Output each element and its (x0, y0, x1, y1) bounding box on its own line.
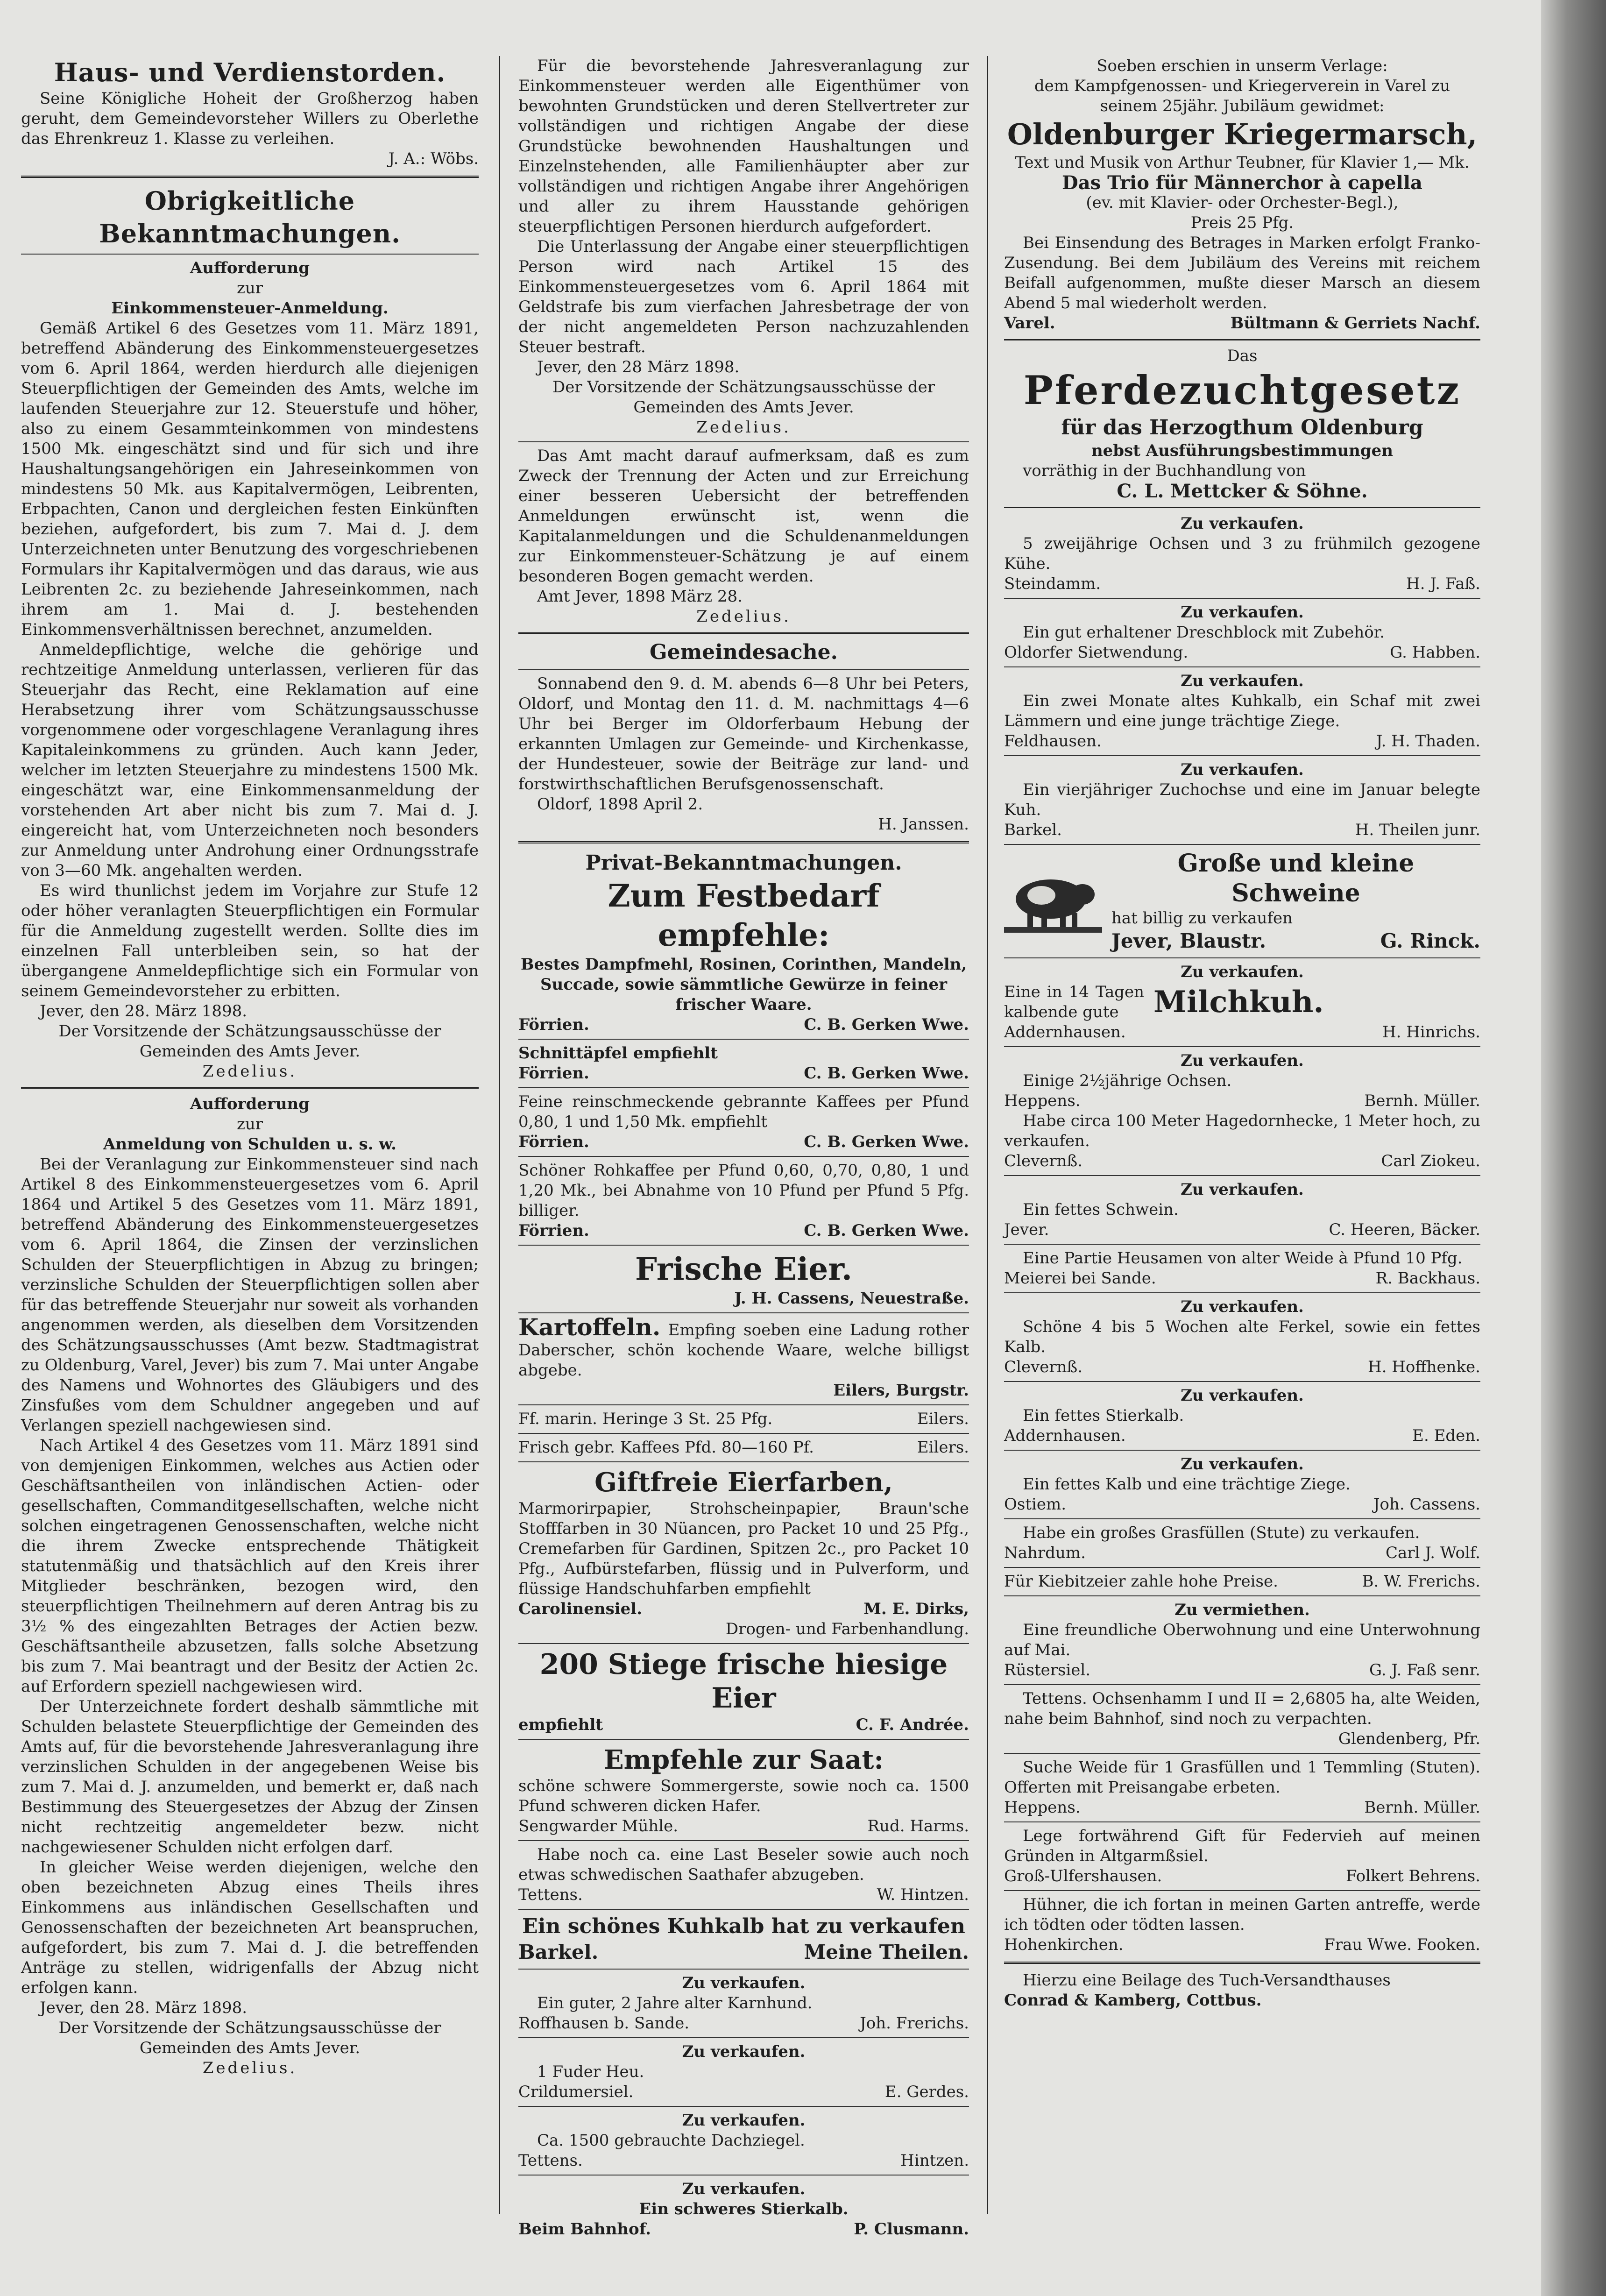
ad-merchant: Bernh. Müller. (1364, 1798, 1480, 1817)
ad-hafer-text: Habe noch ca. eine Last Beseler sowie auch noch etwas schwedischen Saathafer abzugeben. (518, 1845, 969, 1884)
notice2-para: In gleicher Weise werden diejenigen, welche den oben bezeichneten Abzug eines Theils ihres Einkommens aus inländischen Gesellschaften und Genossenschaften der bezeichneten Art beanspruchen, aufgefordert, bis zum 7. Mai d. J. die betreffenden Anträge zu stellen, widrigenfalls der Abzug nicht erfolgen kann. (21, 1858, 479, 1997)
ad-milchkuh-title: Milchkuh. (1153, 985, 1324, 1020)
ad-eierfarben-text: Marmorirpapier, Strohscheinpapier, Braun'sche Stofffarben in 30 Nüancen, pro Packet 10 und 25 Pfg., Cremefarben für Gardinen, Spitzen 2c., pro Packet 10 Pfg., Aufbürstefarben, flüssig und in Pulverform, und flüssige Handschuhfarben empfiehlt (518, 1499, 969, 1598)
ad-frisch-kaffee (518, 1438, 969, 1458)
ad-signature-row (1004, 1660, 1480, 1680)
divider (1004, 1567, 1480, 1568)
ad-place: Förrien. (518, 1221, 589, 1240)
divider (1004, 1381, 1480, 1382)
notice1-para: Es wird thunlichst jedem im Vorjahre zur Stufe 12 oder höher veranlagten Steuerpflichtigen ein Formular für die Anmeldung zugestellt werden. Sollte dies im einzelnen Fall unterbleiben sein, so hat der übergangene Anmeldepflichtige sich ein Formular von seinem Gemeindevorsteher zu erbitten. (21, 881, 479, 1000)
ad-place: Jever, Blaustr. (1111, 929, 1266, 952)
ad-text: Ein schweres Stierkalb. (639, 2200, 849, 2218)
ad-place: Clevernß. (1004, 1152, 1083, 1170)
ad-marsch-text: Text und Musik von Arthur Teubner, für Klavier 1,— Mk. (1015, 153, 1470, 172)
notice1-title: Aufforderung (190, 259, 310, 277)
divider (1004, 755, 1480, 756)
gemeinde-sig: H. Janssen. (878, 815, 969, 834)
ad-place: Barkel. (1004, 821, 1062, 839)
divider (518, 2106, 969, 2107)
divider (21, 254, 479, 255)
divider (1004, 957, 1480, 958)
ad-heading: Zu verkaufen. (1181, 963, 1304, 981)
notice1-para: Anmeldepflichtige, welche die gehörige und rechtzeitige Anmeldung unterlassen, verlieren für das Steuerjahr das Recht, eine Reklamation auf eine Herabsetzung ihrer vom Schätzungsausschusse vorgenommene oder vorgeschlagene Veranlagung ihres Kapitaleinkommens zu gründen. Auch kann Jeder, welcher im letzten Steuerjahre zu mindestens 1500 Mk. eingeschätzt war, eine Einkommensanmeldung der vorstehenden Art aber nicht bis zum 7. Mai d. J. eingereicht hat, vom Unterzeichneten noch besonders zur Anmeldung unter Androhung einer Ordnungsstrafe von 3—60 Mk. angehalten werden. (21, 640, 479, 880)
ad-signature-row (518, 2013, 969, 2034)
ad-place: Förrien. (518, 1064, 589, 1083)
ad-eier-sig: J. H. Cassens, Neuestraße. (734, 1289, 969, 1308)
divider (518, 1433, 969, 1434)
divider (1004, 1175, 1480, 1176)
ad-text: Ein fettes Stierkalb. (1023, 1406, 1184, 1425)
column-rule (499, 56, 500, 2214)
page-edge (1541, 0, 1606, 2296)
ad-heading: Zu verkaufen. (682, 2111, 806, 2130)
ad-kartoffeln-sig: Eilers, Burgstr. (833, 1381, 969, 1400)
notice2-para: Bei der Veranlagung zur Einkommensteuer sind nach Artikel 8 des Einkommensteuergesetzes vom 6. April 1864 und Artikel 5 des Gesetzes vom 11. März 1891, betreffend Abänderung des Einkommensteuergesetzes vom 6. April 1864, die Zinsen der verzinslichen Schulden der Steuerpflichtigen in Abzug zu bringen; verzinsliche Schulden der Steuerpflichtigen sollen aber für das betreffende Steuerjahr nur soweit als vorhanden angenommen werden, als dieselben dem Vorsitzenden des Schätzungsausschusses (Amt bezw. Stadtmagistrat zu Oldenburg, Varel, Jever) bis zum 7. Mai unter Angabe des Namens und Wohnortes des Gläubigers und des Zinsfußes vom dem Schuldner angegeben und auf Verlangen speziell nachgewiesen sind. (21, 1155, 479, 1435)
ad-place: Heppens. (1004, 1798, 1081, 1817)
ad-signature-row (1004, 1935, 1480, 1955)
ad-merchant: C. B. Gerken Wwe. (804, 1133, 969, 1151)
divider (518, 1404, 969, 1405)
heading-obrigkeitliche: Obrigkeitliche Bekanntmachungen. (99, 186, 401, 248)
divider (1004, 1684, 1480, 1685)
column-3 (1004, 56, 1480, 2214)
ad-place: Steindamm. (1004, 574, 1101, 593)
heading-gemeindesache: Gemeindesache. (650, 640, 838, 664)
ad-place: Förrien. (518, 1015, 589, 1034)
divider (518, 1643, 969, 1644)
ad-kartoffeln (518, 1313, 969, 1381)
ad-place: Meierei bei Sande. (1004, 1269, 1156, 1288)
divider (1004, 339, 1480, 340)
ad-kaffee2: Schöner Rohkaffee per Pfund 0,60, 0,70, 0,80, 1 und 1,20 Mk., bei Abnahme von 10 Pfund per Pfund 5 Pfg. billiger. (518, 1161, 969, 1220)
ad-pferde-text: vorräthig in der Buchhandlung von (1023, 461, 1306, 480)
pig-illustration-icon (1004, 866, 1102, 936)
ad-place: Barkel. (518, 1941, 599, 1963)
ad-place: Roffhausen b. Sande. (518, 2014, 690, 2033)
verlag-line: dem Kampfgenossen- und Kriegerverein in Varel zu seinem 25jähr. Jubiläum gewidmet: (1034, 77, 1450, 115)
ad-schnitt: Schnittäpfel empfiehlt (518, 1044, 718, 1063)
amt-notice-sig: Zedelius. (696, 607, 791, 626)
ad-signature-row (518, 1599, 969, 1619)
ad-eier-title: Frische Eier. (635, 1251, 852, 1287)
column-1 (21, 56, 479, 2214)
ad-merchant: J. H. Thaden. (1376, 732, 1480, 751)
ad-text: Eine in 14 Tagen kalbende gute (1004, 983, 1144, 1021)
ad-signature-row (1004, 313, 1480, 333)
divider (518, 841, 969, 843)
ad-text: Eine freundliche Oberwohnung und eine Unterwohnung auf Mai. (1004, 1621, 1480, 1659)
ad-text: Habe circa 100 Meter Hagedornhecke, 1 Meter hoch, zu verkaufen. (1004, 1112, 1480, 1150)
ad-signature-row (1004, 643, 1480, 663)
ad-signature-row (518, 2082, 969, 2102)
ad-merchant: C. B. Gerken Wwe. (804, 1221, 969, 1240)
ad-preis: Preis 25 Pfg. (1190, 213, 1294, 232)
ad-heading: Zu verkaufen. (682, 2042, 806, 2061)
ad-heading: Zu verkaufen. (1181, 603, 1304, 622)
ad-pferde-sub2: nebst Ausführungsbestimmungen (1091, 441, 1394, 460)
ad-text: Hühner, die ich fortan in meinen Garten antreffe, werde ich tödten oder tödten lassen. (1004, 1895, 1480, 1934)
ad-place: Tettens. (518, 2151, 583, 2170)
ad-stiege-title: 200 Stiege frische hiesige Eier (539, 1648, 948, 1715)
divider (518, 1969, 969, 1970)
ad-merchant: H. Theilen junr. (1355, 821, 1480, 839)
ad-heringe (518, 1409, 969, 1429)
ad-marsch-title: Oldenburger Kriegermarsch, (1007, 117, 1478, 151)
divider (1004, 1292, 1480, 1293)
ad-pferde-sig: C. L. Mettcker & Söhne. (1117, 480, 1368, 502)
ad-merchant: M. E. Dirks, (863, 1600, 969, 1618)
divider (518, 1461, 969, 1462)
ad-merchant: R. Backhaus. (1375, 1269, 1480, 1288)
beilage-text: Hierzu eine Beilage des Tuch-Versandthauses (1023, 1971, 1391, 1990)
ad-merchant: C. Heeren, Bäcker. (1329, 1220, 1480, 1239)
divider (1004, 1244, 1480, 1245)
ad-signature-row (1004, 731, 1480, 751)
ad-heading: Zu verkaufen. (1181, 672, 1304, 690)
ad-place: Sengwarder Mühle. (518, 1817, 679, 1835)
ad-eierfarben-title: Giftfreie Eierfarben, (594, 1467, 893, 1498)
divider (518, 2175, 969, 2176)
ad-merchant: Joh. Cassens. (1373, 1495, 1480, 1514)
notice2-para: Der Unterzeichnete fordert deshalb sämmtliche mit Schulden belastete Steuerpflichtige der Gemeinden des Amts auf, für die bevorstehende Jahresveranlagung ihre verzinslichen Schulden in der angegebenen Weise bis zum 7. Mai d. J. anzumelden, und bemerkt er, daß nach Bestimmung des Steuergesetzes der Abzug der Zinsen nicht rechtzeitig angemeldeter bezw. nicht nachgewiesener Schulden nicht erfolgen darf. (21, 1697, 479, 1857)
ad-signature-row (1004, 1866, 1480, 1886)
ad-saat-title: Empfehle zur Saat: (604, 1744, 884, 1775)
ad-signature-row (1004, 1151, 1480, 1171)
owner-notice-date: Jever, den 28 März 1898. (537, 358, 740, 376)
ad-place: Oldorfer Sietwendung. (1004, 643, 1189, 662)
ad-place: Crildumersiel. (518, 2083, 634, 2101)
ad-kuhkalb-title: Ein schönes Kuhkalb hat zu verkaufen (522, 1914, 965, 1938)
ad-merchant: Bernh. Müller. (1364, 1091, 1480, 1110)
ad-festbedarf-items: Bestes Dampfmehl, Rosinen, Corinthen, Mandeln, Succade, sowie sämmtliche Gewürze in feiner frischer Waare. (520, 955, 967, 1014)
divider (518, 1245, 969, 1246)
ad-signature-row (518, 1015, 969, 1035)
ad-heading: Zu verkaufen. (1181, 760, 1304, 779)
ad-place: Förrien. (518, 1133, 589, 1151)
column-rule (987, 56, 988, 2214)
ad-signature-row (518, 2151, 969, 2171)
notice1-sig: Der Vorsitzende der Schätzungsausschüsse der Gemeinden des Amts Jever. (58, 1022, 441, 1061)
divider (1004, 598, 1480, 599)
ad-signature-row (518, 1221, 969, 1241)
owner-notice-para: Für die bevorstehende Jahresveranlagung zur Einkommensteuer werden alle Eigenthümer von bewohnten Grundstücken und deren Stellvertreter zur vollständigen und richtigen Angabe der diese Grundstücke bewohnenden Haushaltungen und Einzelnstehenden, alle Familienhäupter aber zur vollständigen und richtigen Angabe ihrer Angehörigen und aller zu ihrem Hausstande gehörigen steuerpflichtigen Personen hierdurch aufgefordert. (518, 57, 969, 236)
amt-notice-para: Das Amt macht darauf aufmerksam, daß es zum Zweck der Trennung der Acten und zur Erreichung einer besseren Uebersicht der betreffenden Anmeldungen erwünscht ist, wenn die Kapitalanmeldungen und die Schuldenanmeldungen zur Einkommensteuer-Schätzung je auf einem besonderen Bogen gemacht werden. (518, 446, 969, 586)
divider (21, 176, 479, 178)
ad-merchant: Eilers. (917, 1438, 969, 1457)
divider (518, 669, 969, 670)
ad-merchant: Rud. Harms. (867, 1817, 969, 1835)
ad-heading: Zu vermiethen. (1174, 1601, 1310, 1619)
ad-heading: Zu verkaufen. (1181, 1386, 1304, 1405)
ad-merchant: W. Hintzen. (877, 1885, 969, 1904)
ad-pferde-sub: für das Herzogthum Oldenburg (1061, 416, 1423, 439)
ad-kartoffeln-text: Empfing soeben eine Ladung rother Daberscher, schön kochende Waare, welche billigst abgebe. (518, 1321, 969, 1380)
ad-merchant: E. Eden. (1412, 1426, 1480, 1445)
ad-signature-row (518, 1940, 969, 1965)
ad-heading: Zu verkaufen. (1181, 514, 1304, 533)
ad-text: Für Kiebitzeier zahle hohe Preise. (1004, 1572, 1278, 1591)
divider (1004, 1890, 1480, 1891)
ad-trio-sub: (ev. mit Klavier- oder Orchester-Begl.), (1086, 193, 1399, 212)
heading-orden: Haus- und Verdienstorden. (54, 57, 446, 87)
ad-merchant: Carl J. Wolf. (1386, 1544, 1480, 1562)
ad-place: Nahrdum. (1004, 1544, 1086, 1562)
ad-text: Frisch gebr. Kaffees Pfd. 80—160 Pf. (518, 1438, 814, 1457)
notice2-title-zur: zur (236, 1115, 263, 1134)
ad-place: Beim Bahnhof. (518, 2220, 651, 2239)
divider (518, 1039, 969, 1040)
ad-merchant: Bültmann & Gerriets Nachf. (1230, 314, 1480, 333)
divider (518, 1156, 969, 1157)
ad-kiebitz (1004, 1572, 1480, 1592)
divider (1004, 1595, 1480, 1596)
notice2-sig: Der Vorsitzende der Schätzungsausschüsse der Gemeinden des Amts Jever. (58, 2019, 441, 2057)
ad-signature-row (1004, 1426, 1480, 1446)
ad-signature-row (1004, 1798, 1480, 1818)
ad-festbedarf-title: Zum Festbedarf empfehle: (608, 878, 880, 953)
notice1-title-zur: zur (236, 279, 263, 298)
ad-text: Ein gut erhaltener Dreschblock mit Zubehör. (1023, 623, 1385, 642)
divider (518, 1909, 969, 1910)
divider (21, 1087, 479, 1089)
ad-milchkuh (1004, 982, 1480, 1022)
ad-place: Addernhausen. (1004, 1023, 1126, 1042)
ad-heading: Zu verkaufen. (682, 1974, 806, 1992)
divider (518, 1739, 969, 1740)
heading-privat: Privat-Bekanntmachungen. (585, 851, 902, 875)
ad-text: Suche Weide für 1 Grasfüllen und 1 Temmling (Stuten). Offerten mit Preisangabe erbeten. (1004, 1758, 1480, 1797)
orden-text: Seine Königliche Hoheit der Großherzog haben geruht, dem Gemeindevorsteher Willers zu Oberlethe das Ehrenkreuz 1. Klasse zu verleihen. (21, 89, 479, 148)
divider (1004, 844, 1480, 845)
ad-place: Hohenkirchen. (1004, 1935, 1124, 1954)
ad-text: 1 Fuder Heu. (537, 2062, 644, 2081)
verlag-line: Soeben erschien in unserm Verlage: (1097, 57, 1388, 75)
ad-heading: Zu verkaufen. (682, 2180, 806, 2198)
gemeinde-para: Sonnabend den 9. d. M. abends 6—8 Uhr bei Peters, Oldorf, und Montag den 11. d. M. nachmittags 4—6 Uhr bei Berger im Oldorferbaum Hebung der erkannten Umlagen zur Gemeinde- und Kirchenkasse, der Hundesteuer, sowie der Beiträge zur land- und forstwirthschaftlichen Berufsgenossenschaft. (518, 674, 969, 794)
ad-heading: Zu verkaufen. (1181, 1051, 1304, 1070)
ad-signature-row (518, 1816, 969, 1836)
owner-notice-sig: Der Vorsitzende der Schätzungsausschüsse der Gemeinden des Amts Jever. (552, 378, 935, 417)
ad-trio: Das Trio für Männerchor à capella (1062, 172, 1422, 194)
ad-signature-row (1004, 1357, 1480, 1377)
divider (518, 1840, 969, 1841)
divider (1004, 1821, 1480, 1822)
ad-text: Ein fettes Schwein. (1023, 1200, 1179, 1219)
ad-signature-row (1004, 820, 1480, 840)
ad-saat-text: schöne schwere Sommergerste, sowie noch ca. 1500 Pfund schweren dicken Hafer. (518, 1777, 969, 1815)
ad-merchant: H. Hoffhenke. (1368, 1358, 1480, 1376)
ad-text: Eine Partie Heusamen von alter Weide à Pfund 10 Pfg. (1023, 1249, 1463, 1268)
ad-signature-row (1004, 1091, 1480, 1111)
ad-place: Groß-Ulfershausen. (1004, 1867, 1162, 1885)
divider (518, 441, 969, 442)
ad-place: Rüstersiel. (1004, 1661, 1091, 1679)
ad-place: Tettens. (518, 1885, 583, 1904)
ad-text: Ein vierjähriger Zuchochse und eine im Januar belegte Kuh. (1004, 780, 1480, 819)
amt-notice-date: Amt Jever, 1898 März 28. (537, 587, 743, 606)
ad-merchant: G. Habben. (1390, 643, 1480, 662)
gemeinde-date: Oldorf, 1898 April 2. (537, 795, 703, 814)
ad-place: Carolinensiel. (518, 1600, 643, 1618)
ad-signature-row (518, 2219, 969, 2239)
ad-text: Habe ein großes Grasfüllen (Stute) zu verkaufen. (1023, 1524, 1420, 1542)
ad-signature-row (1004, 1268, 1480, 1289)
divider (518, 2037, 969, 2038)
ad-merchant: B. W. Frerichs. (1362, 1572, 1480, 1591)
ad-place: Heppens. (1004, 1091, 1081, 1110)
divider (1004, 1962, 1480, 1964)
ad-das: Das (1227, 347, 1258, 365)
ad-merchant: P. Clusmann. (854, 2220, 969, 2239)
ad-place: Feldhausen. (1004, 732, 1102, 751)
ad-signature-row (1004, 1543, 1480, 1563)
ad-heading: Zu verkaufen. (1181, 1455, 1304, 1474)
ad-kartoffeln-lead: Kartoffeln. (518, 1313, 661, 1341)
ad-merchant: Joh. Frerichs. (860, 2014, 969, 2033)
ad-signature-row (1004, 1022, 1480, 1042)
ad-merchant: C. F. Andrée. (856, 1715, 969, 1734)
notice1-date: Jever, den 28. März 1898. (40, 1002, 248, 1020)
ad-signature-row (518, 1132, 969, 1152)
ad-signature-row (1004, 1495, 1480, 1515)
notice1-para: Gemäß Artikel 6 des Gesetzes vom 11. März 1891, betreffend Abänderung des Einkommensteuergesetzes vom 6. April 1864, werden hierdurch alle diejenigen Steuerpflichtigen der Gemeinden des Amts, welche im laufenden Steuerjahre zur 12. Steuerstufe und höher, also zu einem Gesammteinkommen von mindestens 1500 Mk. eingeschätzt sind und für sich und ihre Haushaltungsangehörigen ein Jahreseinkommen von mindestens 50 Mk. aus Kapitalvermögen, Leibrenten, Erbpachten, Canon und dergleichen festen Einkünften beziehen, aufgefordert, bis zum 7. Mai d. J. dem Unterzeichneten unter Benutzung des vorgeschriebenen Formulars ihr Kapitalvermögen und das daraus, wie aus Leibrenten 2c. zu beziehende Jahreseinkommen, nach ihrem am 1. Mai d. J. bestehenden Einkommensverhältnissen berechnet, anzumelden. (21, 319, 479, 639)
ad-text: Ein fettes Kalb und eine trächtige Ziege. (1023, 1475, 1351, 1494)
ad-signature-row (518, 1885, 969, 1905)
ad-merchant: G. Rinck. (1380, 929, 1480, 952)
ad-text: Ein zwei Monate altes Kuhkalb, ein Schaf mit zwei Lämmern und eine junge trächtige Ziege. (1004, 692, 1480, 730)
divider (1004, 1450, 1480, 1451)
ad-schweine-text: hat billig zu verkaufen (1111, 909, 1293, 928)
owner-notice-para: Die Unterlassung der Angabe einer steuerpflichtigen Person wird nach Artikel 15 des Einkommensteuergesetzes vom 6. April 1864 mit Geldstrafe bis zum vierfachen Jahresbetrage der von der nicht angemeldeten Person nachzuzahlenden Steuer bestraft. (518, 237, 969, 356)
ad-kaffee1: Feine reinschmeckende gebrannte Kaffees per Pfund 0,80, 1 und 1,50 Mk. empfiehlt (518, 1092, 969, 1131)
divider (1004, 1753, 1480, 1754)
ad-schweine (1004, 849, 1480, 954)
ad-merchant: Carl Ziokeu. (1381, 1152, 1480, 1170)
ad-text: Schöne 4 bis 5 Wochen alte Ferkel, sowie ein fettes Kalb. (1004, 1318, 1480, 1356)
notice2-name: Zedelius. (202, 2059, 297, 2077)
ad-merchant: Folkert Behrens. (1345, 1867, 1480, 1885)
ad-text: 5 zweijährige Ochsen und 3 zu frühmilch gezogene Kühe. (1004, 534, 1480, 573)
ad-place: Ostiem. (1004, 1495, 1067, 1514)
ad-signature-row (518, 1715, 969, 1735)
ad-signature-row (1004, 574, 1480, 594)
ad-eierfarben-sub: Drogen- und Farbenhandlung. (725, 1620, 969, 1638)
ad-marsch-para: Bei Einsendung des Betrages in Marken erfolgt Franko-Zusendung. Bei dem Jubiläum des Vereins mit reichem Beifall aufgenommen, mußte dieser Marsch an diesem Abend 5 mal wiederholt werden. (1004, 234, 1480, 312)
ad-merchant: Frau Wwe. Fooken. (1324, 1935, 1480, 1954)
ad-heading: Zu verkaufen. (1181, 1297, 1304, 1316)
ad-signature: Glendenberg, Pfr. (1338, 1729, 1480, 1748)
ad-place: Clevernß. (1004, 1358, 1083, 1376)
ad-merchant: Hintzen. (900, 2151, 969, 2170)
ad-merchant: Meine Theilen. (804, 1941, 969, 1963)
ad-schweine-title: Große und kleine Schweine (1177, 849, 1415, 907)
ad-merchant: G. J. Faß senr. (1369, 1661, 1480, 1679)
notice2-title: Aufforderung (190, 1095, 310, 1113)
divider (1004, 1518, 1480, 1519)
orden-signature: J. A.: Wöbs. (388, 149, 479, 168)
divider (1004, 1046, 1480, 1047)
ad-place: Addernhausen. (1004, 1426, 1126, 1445)
divider (1004, 507, 1480, 508)
ad-heading: Zu verkaufen. (1181, 1180, 1304, 1199)
ad-text: Lege fortwährend Gift für Federvieh auf meinen Gründen in Altgarmßsiel. (1004, 1827, 1480, 1865)
ad-signature-row (1004, 1220, 1480, 1240)
notice1-name: Zedelius. (202, 1062, 297, 1081)
ad-merchant: Eilers. (917, 1410, 969, 1428)
ad-merchant: C. B. Gerken Wwe. (804, 1064, 969, 1083)
ad-signature-row (518, 1063, 969, 1084)
notice2-subtitle: Anmeldung von Schulden u. s. w. (103, 1135, 396, 1154)
ad-merchant: H. J. Faß. (1406, 574, 1480, 593)
ad-text: Ca. 1500 gebrauchte Dachziegel. (537, 2131, 805, 2150)
ad-text: empfiehlt (518, 1715, 603, 1734)
ad-place: Varel. (1004, 314, 1055, 333)
ad-place: Jever. (1004, 1220, 1049, 1239)
notice1-subtitle: Einkommensteuer-Anmeldung. (111, 299, 389, 318)
ad-text: Tettens. Ochsenhamm I und II = 2,6805 ha, alte Weiden, nahe beim Bahnhof, sind noch zu verpachten. (1004, 1689, 1480, 1728)
notice2-para: Nach Artikel 4 des Gesetzes vom 11. März 1891 sind von demjenigen Einkommen, welches aus Actien oder Geschäftsantheilen von inländischen Actien- oder gesellschaften, Commanditgesellschaften, welche nicht solchen eingetragenen Genossenschaften, welche nicht die ihrem Zwecke entsprechende Thätigkeit statutenmäßig und thatsächlich auf den Kreis ihrer Mitglieder beschränken, bezogen wird, den steuerpflichtigen Theilnehmern auf deren Antrag bis zu 3½ % des eingezahlten Betrages der Actien bezw. Geschäftsantheile abzusetzen, falls solche Absetzung bis zum 7. Mai beantragt und der Besitz der Actien 2c. auf Erfordern speziell nachgewiesen wird. (21, 1436, 479, 1696)
ad-merchant: E. Gerdes. (884, 2083, 969, 2101)
notice2-date: Jever, den 28. März 1898. (40, 1998, 248, 2017)
ad-text: Einige 2½jährige Ochsen. (1023, 1071, 1232, 1090)
ad-signature-row (1111, 928, 1480, 954)
ad-merchant: H. Hinrichs. (1382, 1023, 1480, 1042)
owner-notice-name: Zedelius. (696, 418, 791, 437)
ad-pferde-title: Pferdezuchtgesetz (1023, 367, 1461, 413)
divider (518, 1087, 969, 1088)
ad-merchant: C. B. Gerken Wwe. (804, 1015, 969, 1034)
beilage-sig: Conrad & Kamberg, Cottbus. (1004, 1991, 1262, 2010)
column-2 (518, 56, 969, 2239)
ad-text: Ein guter, 2 Jahre alter Karnhund. (537, 1994, 813, 2013)
divider (1004, 666, 1480, 667)
ad-text: Ff. marin. Heringe 3 St. 25 Pfg. (518, 1410, 773, 1428)
divider (518, 632, 969, 634)
